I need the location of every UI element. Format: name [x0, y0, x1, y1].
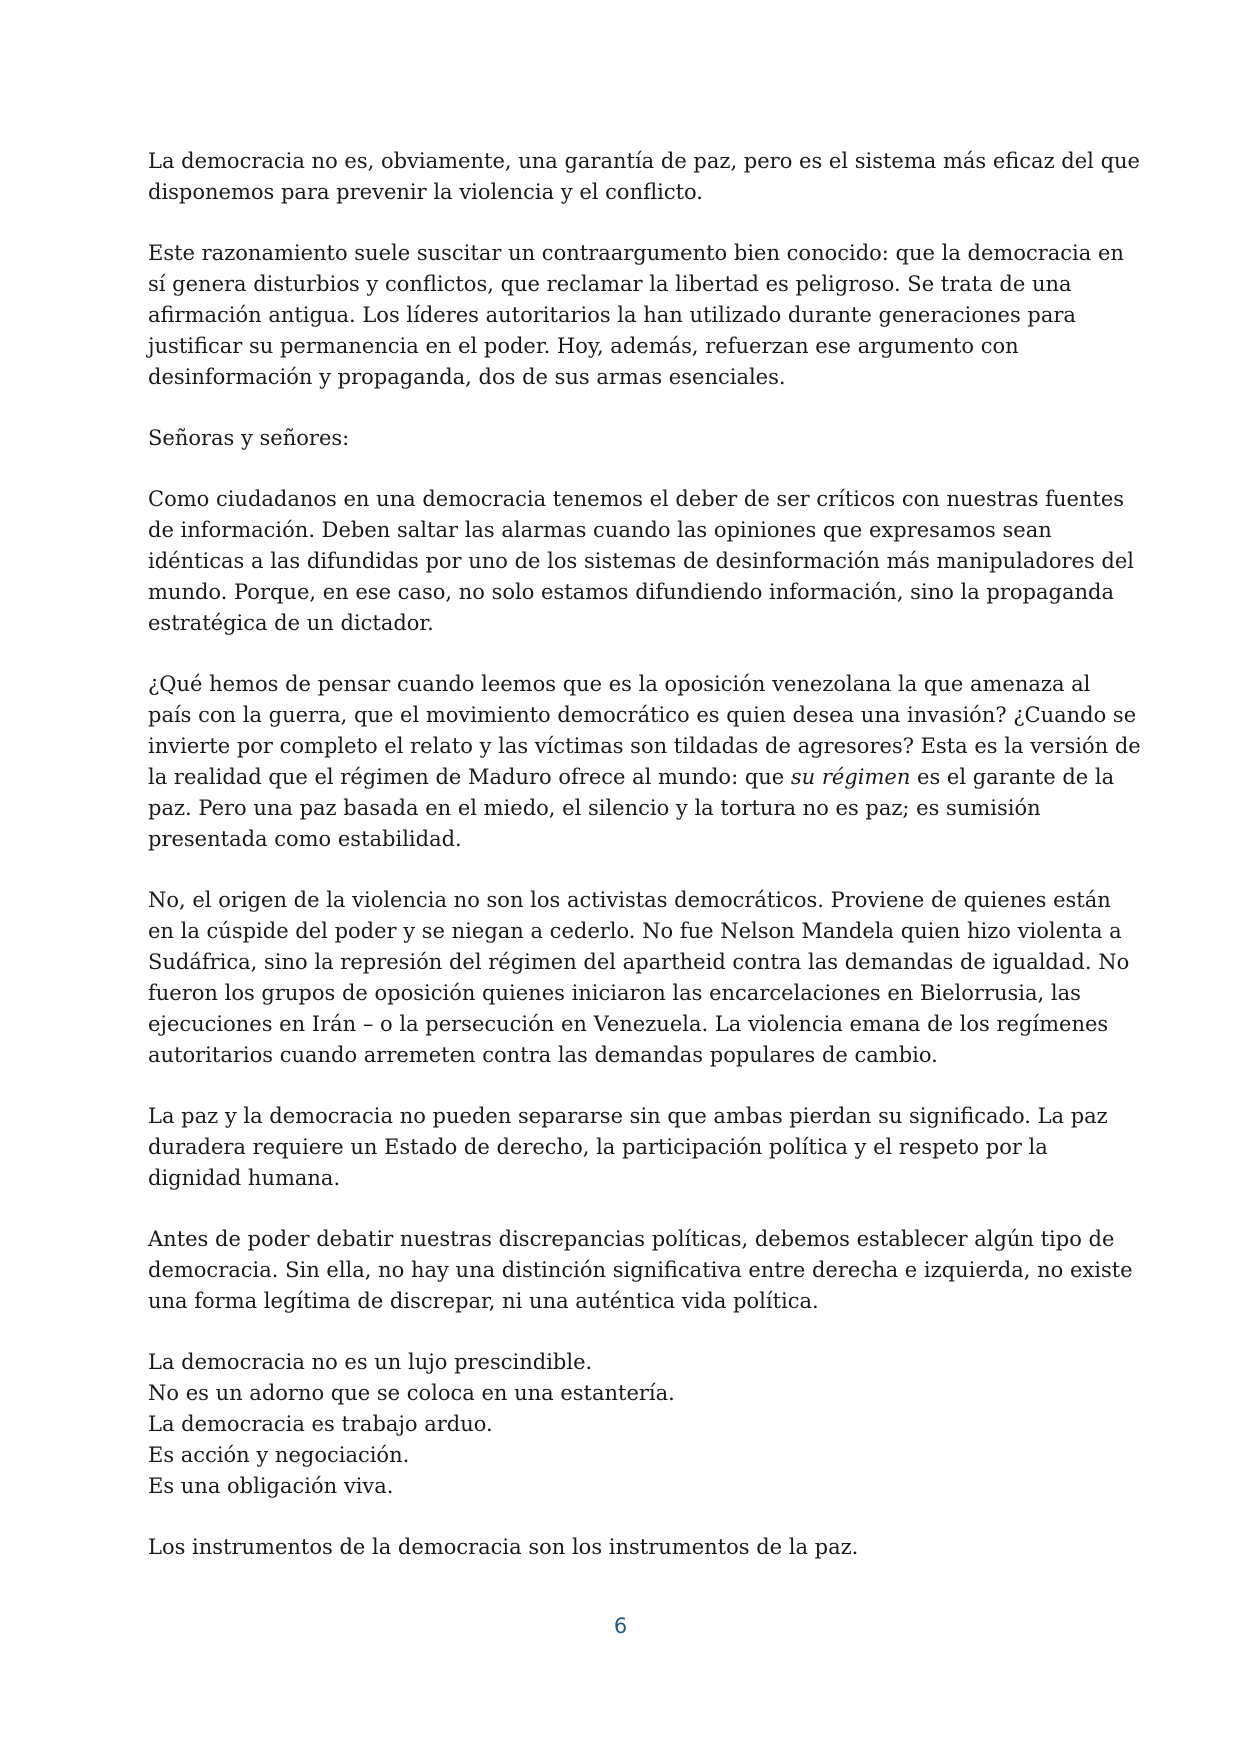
- text-line: dignidad humana.: [148, 1166, 341, 1190]
- text-fragment: la realidad que el régimen de Maduro ofrece al mundo: que: [148, 765, 791, 789]
- text-line: mundo. Porque, en ese caso, no solo estamos difundiendo información, sino la propaganda: [148, 580, 1114, 604]
- text-line: sí genera disturbios y conflictos, que reclamar la libertad es peligroso. Se trata de una: [148, 272, 1072, 296]
- text-line: una forma legítima de discrepar, ni una auténtica vida política.: [148, 1289, 819, 1313]
- text-line: de información. Deben saltar las alarmas cuando las opiniones que expresamos sean: [148, 518, 1052, 542]
- text-line: ¿Qué hemos de pensar cuando leemos que es la oposición venezolana la que amenaza al: [148, 672, 1091, 696]
- text-line: Señoras y señores:: [148, 426, 350, 450]
- text-line: ejecuciones en Irán – o la persecución en Venezuela. La violencia emana de los regímenes: [148, 1012, 1109, 1036]
- page-number: 6: [613, 1614, 628, 1638]
- text-line: No, el origen de la violencia no son los activistas democráticos. Proviene de quienes están: [148, 888, 1111, 912]
- text-line: invierte por completo el relato y las víctimas son tildadas de agresores? Esta es la versión de: [148, 734, 1141, 758]
- text-line: No es un adorno que se coloca en una estantería.: [148, 1381, 675, 1405]
- paragraph: [148, 885, 1130, 1071]
- text-line: en la cúspide del poder y se niegan a cederlo. No fue Nelson Mandela quien hizo violenta a: [148, 919, 1122, 943]
- text-line: afirmación antigua. Los líderes autoritarios la han utilizado durante generaciones para: [148, 303, 1076, 327]
- italic-fragment: su régimen: [790, 765, 911, 789]
- text-line: idénticas a las difundidas por uno de los sistemas de desinformación más manipuladores del: [148, 549, 1134, 573]
- paragraph: [148, 1347, 1108, 1502]
- paragraph: [148, 1101, 1108, 1194]
- text-line: autoritarios cuando arremeten contra las demandas populares de cambio.: [148, 1043, 938, 1067]
- text-line: Es una obligación viva.: [148, 1474, 394, 1498]
- text-line: país con la guerra, que el movimiento democrático es quien desea una invasión? ¿Cuando se: [148, 703, 1137, 727]
- paragraph: [148, 238, 1124, 393]
- text-line: Sudáfrica, sino la represión del régimen del apartheid contra las demandas de igualdad. No: [148, 950, 1130, 974]
- paragraph: [148, 669, 1141, 855]
- text-line: duradera requiere un Estado de derecho, la participación política y el respeto por la: [148, 1135, 1048, 1159]
- text-line: democracia. Sin ella, no hay una distinción significativa entre derecha e izquierda, no existe: [148, 1258, 1133, 1282]
- document-body: [148, 146, 1141, 1593]
- text-line: Antes de poder debatir nuestras discrepancias políticas, debemos establecer algún tipo de: [148, 1227, 1115, 1251]
- text-line: Los instrumentos de la democracia son los instrumentos de la paz.: [148, 1535, 859, 1559]
- text-line: paz. Pero una paz basada en el miedo, el silencio y la tortura no es paz; es sumisión: [148, 796, 1041, 820]
- text-line: estratégica de un dictador.: [148, 611, 434, 635]
- paragraph: [148, 1532, 1108, 1563]
- text-line: justificar su permanencia en el poder. Hoy, además, refuerzan ese argumento con: [148, 334, 1019, 358]
- text-line: Es acción y negociación.: [148, 1443, 410, 1467]
- paragraph: [148, 423, 1108, 454]
- text-line-with-italic: [148, 762, 1115, 793]
- text-line: La democracia no es, obviamente, una garantía de paz, pero es el sistema más eficaz del que: [148, 149, 1140, 173]
- paragraph: [148, 484, 1134, 639]
- text-line: La democracia es trabajo arduo.: [148, 1412, 493, 1436]
- paragraph: [148, 146, 1140, 208]
- text-line: La democracia no es un lujo prescindible.: [148, 1350, 593, 1374]
- text-line: La paz y la democracia no pueden separarse sin que ambas pierdan su significado. La paz: [148, 1104, 1108, 1128]
- text-line: desinformación y propaganda, dos de sus armas esenciales.: [148, 365, 786, 389]
- text-line: Este razonamiento suele suscitar un contraargumento bien conocido: que la democracia en: [148, 241, 1124, 265]
- text-fragment: es el garante de la: [910, 765, 1115, 789]
- text-line: presentada como estabilidad.: [148, 827, 462, 851]
- text-line: disponemos para prevenir la violencia y el conflicto.: [148, 180, 703, 204]
- paragraph: [148, 1224, 1133, 1317]
- text-line: Como ciudadanos en una democracia tenemos el deber de ser críticos con nuestras fuentes: [148, 487, 1125, 511]
- text-line: fueron los grupos de oposición quienes iniciaron las encarcelaciones en Bielorrusia, las: [148, 981, 1081, 1005]
